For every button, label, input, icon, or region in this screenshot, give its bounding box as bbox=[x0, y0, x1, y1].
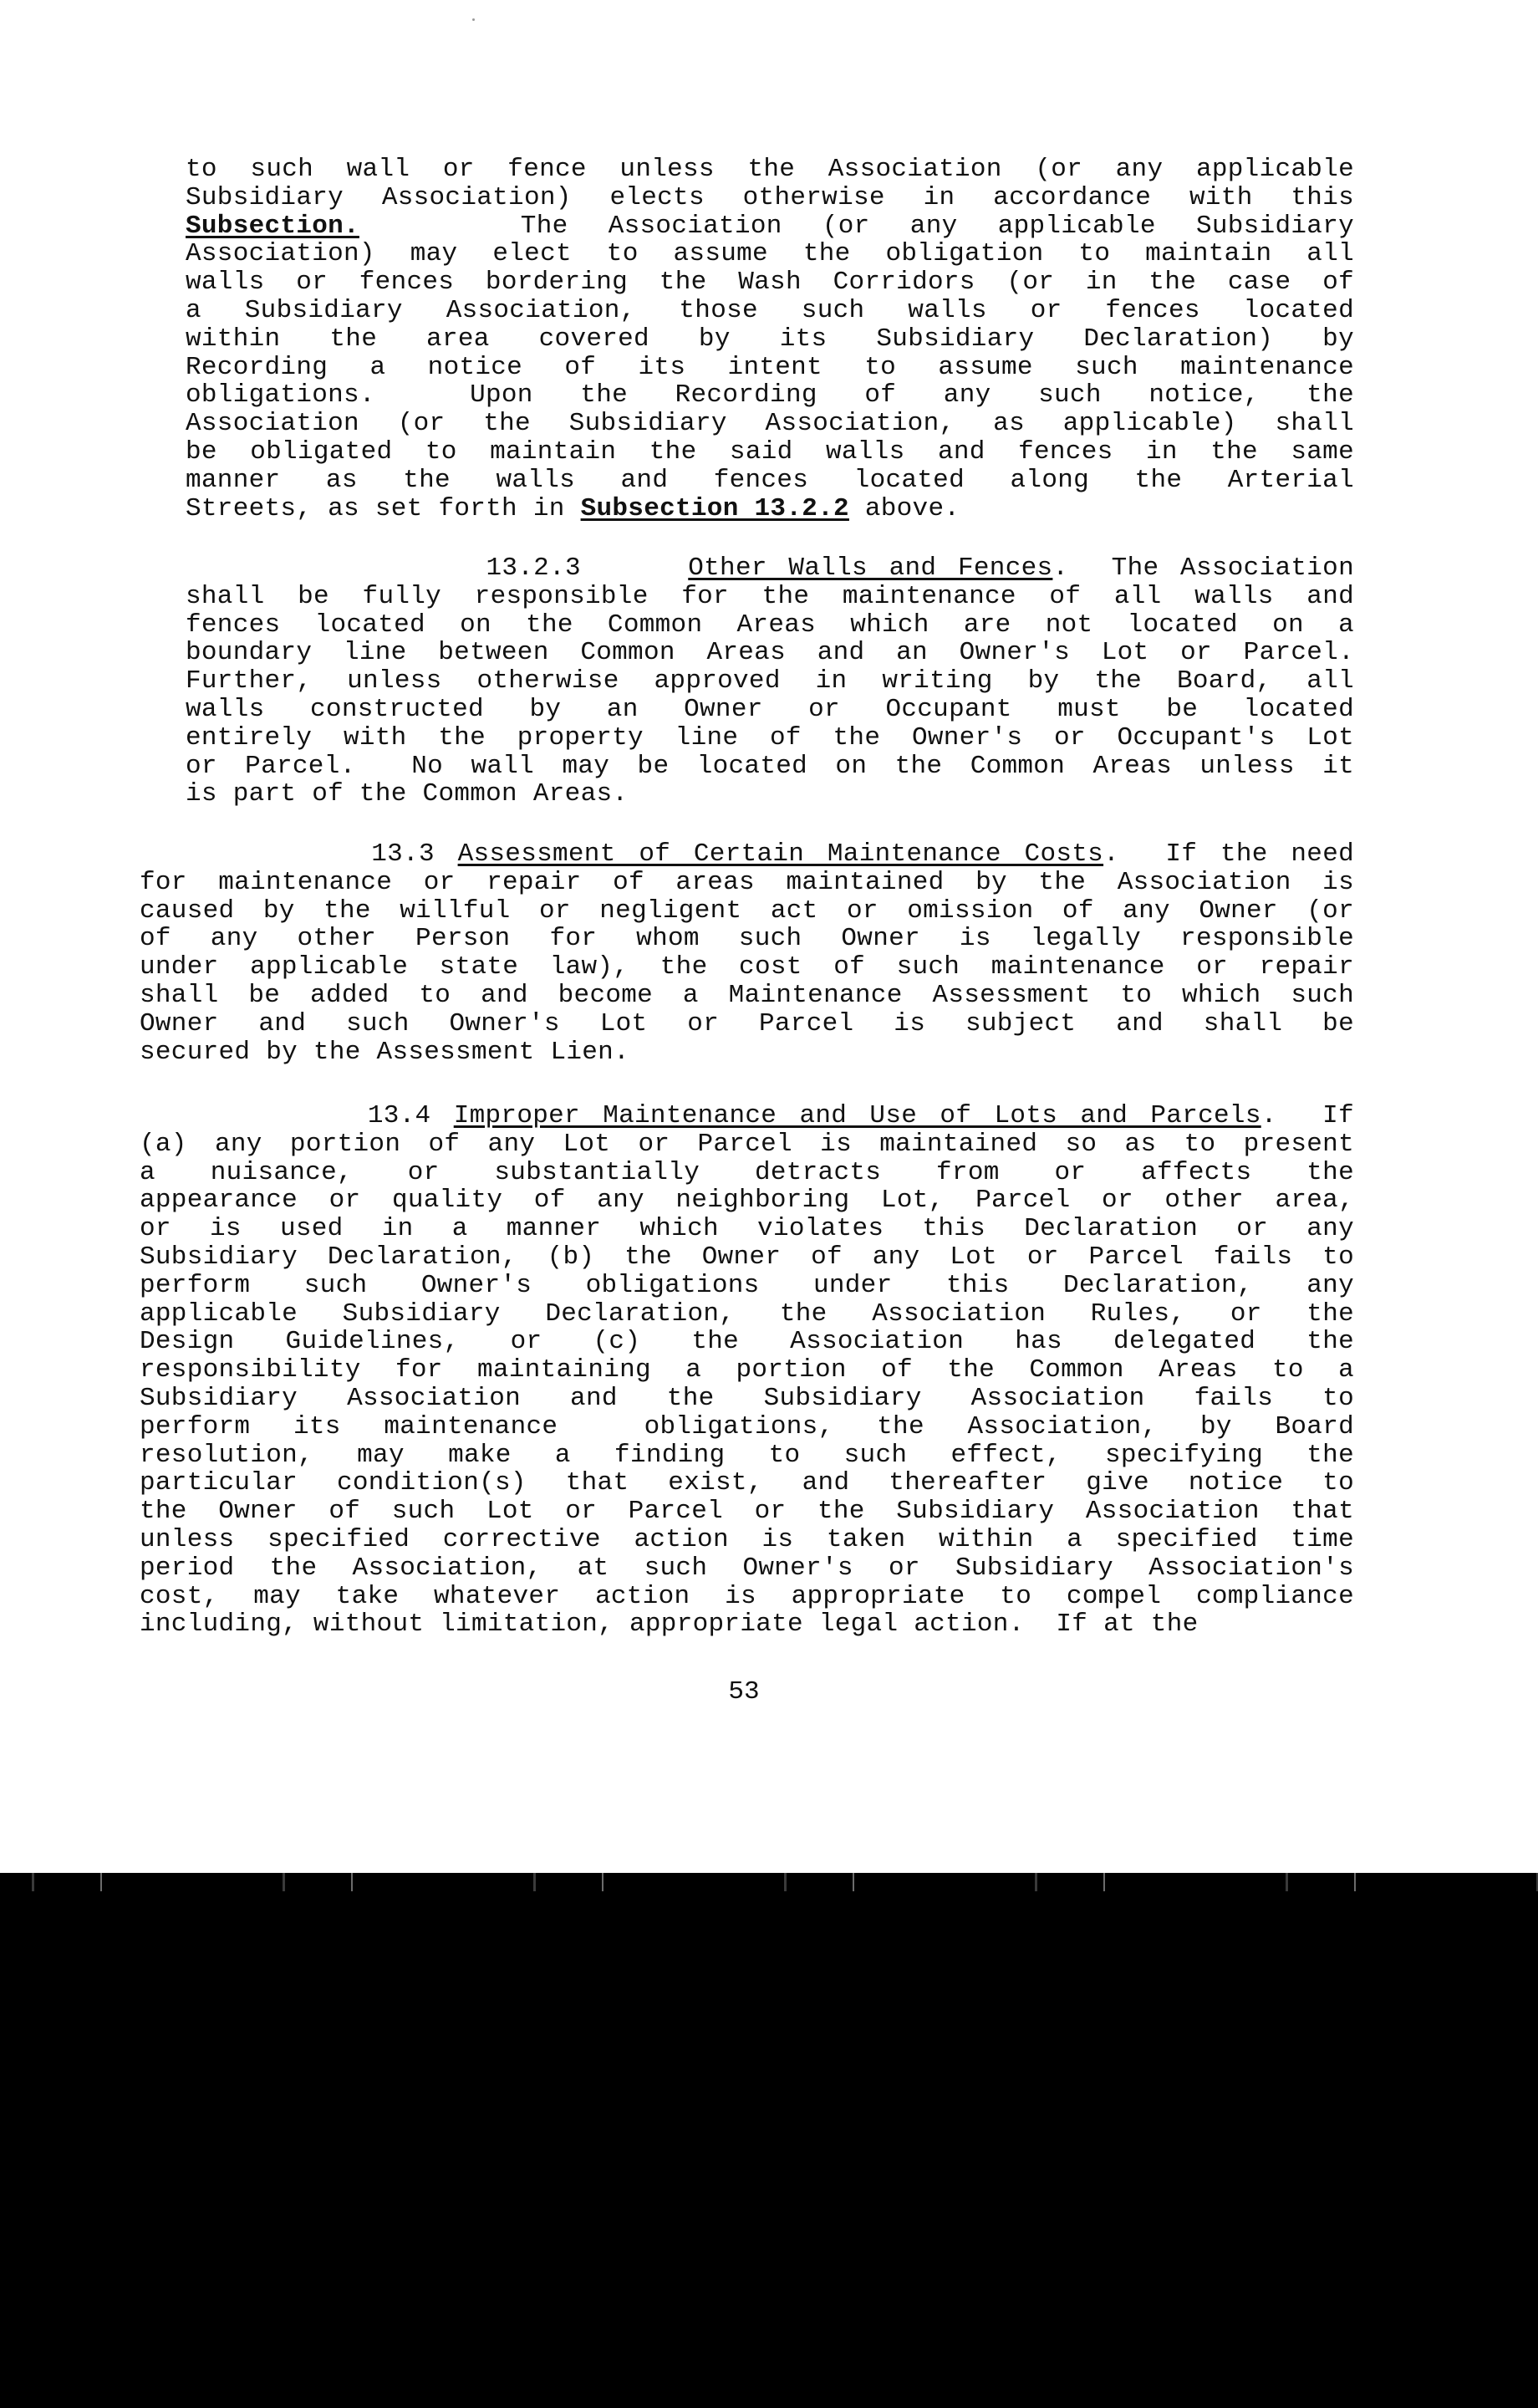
text-line: entirely with the property line of the Owner's or Occupant's Lot bbox=[186, 722, 1354, 752]
page-number: 53 bbox=[728, 1677, 760, 1707]
text-line: is part of the Common Areas. bbox=[186, 779, 629, 809]
text-line: unless specified corrective action is taken within a specified time bbox=[140, 1524, 1354, 1554]
text-line: or is used in a manner which violates this Declaration or any bbox=[140, 1214, 1354, 1244]
section-heading: Improper Maintenance and Use of Lots and Parcels bbox=[453, 1101, 1261, 1130]
text-line: the Owner of such Lot or Parcel or the Subsidiary Association that bbox=[140, 1497, 1354, 1527]
text-line: resolution, may make a finding to such effect, specifying the bbox=[140, 1440, 1354, 1470]
text-line: Design Guidelines, or (c) the Association has delegated the bbox=[140, 1327, 1354, 1357]
section-heading: Assessment of Certain Maintenance Costs bbox=[457, 839, 1104, 869]
text-line: Subsidiary Association and the Subsidiary Association fails to bbox=[140, 1383, 1354, 1413]
text-line: fences located on the Common Areas which are not located on a bbox=[186, 610, 1354, 640]
text-line: Subsection. The Association (or any applicable Subsidiary bbox=[186, 211, 1354, 241]
text-line: for maintenance or repair of areas maintained by the Association is bbox=[140, 867, 1354, 897]
text-line: Owner and such Owner's Lot or Parcel is subject and shall be bbox=[140, 1008, 1354, 1038]
text-line: 13.2.3 Other Walls and Fences. The Association bbox=[186, 554, 1354, 583]
text-line: under applicable state law), the cost of such maintenance or repair bbox=[140, 952, 1354, 982]
text-line: appearance or quality of any neighboring Lot, Parcel or other area, bbox=[140, 1186, 1354, 1216]
text-line: of any other Person for whom such Owner is legally responsible bbox=[140, 924, 1354, 954]
text-line: secured by the Assessment Lien. bbox=[140, 1037, 629, 1067]
text-line: walls constructed by an Owner or Occupant must be located bbox=[186, 694, 1354, 724]
text-line: boundary line between Common Areas and an Owner's Lot or Parcel. bbox=[186, 638, 1354, 668]
text-line: applicable Subsidiary Declaration, the Association Rules, or the bbox=[140, 1298, 1354, 1329]
text-line: obligations. Upon the Recording of any such notice, the bbox=[186, 380, 1354, 411]
text-line: walls or fences bordering the Wash Corridors (or in the case of bbox=[186, 268, 1354, 298]
text-line: shall be fully responsible for the maintenance of all walls and bbox=[186, 581, 1354, 611]
scan-speck bbox=[472, 18, 475, 21]
text-line: perform such Owner's obligations under this Declaration, any bbox=[140, 1270, 1354, 1300]
text-line: manner as the walls and fences located along the Arterial bbox=[186, 465, 1354, 495]
paragraph-13-3 bbox=[140, 840, 1354, 1066]
text-line: responsibility for maintaining a portion of the Common Areas to a bbox=[140, 1355, 1354, 1385]
text-line: a Subsidiary Association, those such walls or fences located bbox=[186, 295, 1354, 325]
text-line: within the area covered by its Subsidiary Declaration) by bbox=[186, 324, 1354, 354]
paragraph-wall-maintenance bbox=[186, 156, 1354, 523]
text-line: or Parcel. No wall may be located on the Common Areas unless it bbox=[186, 751, 1354, 781]
text-line: Recording a notice of its intent to assume such maintenance bbox=[186, 352, 1354, 382]
text-line: 13.4 Improper Maintenance and Use of Lots and Parcels. If bbox=[140, 1101, 1354, 1130]
text-line: cost, may take whatever action is appropriate to compel compliance bbox=[140, 1581, 1354, 1611]
cross-reference: Subsection. bbox=[186, 211, 359, 241]
text-line: Further, unless otherwise approved in writing by the Board, all bbox=[186, 666, 1354, 696]
text-line: a nuisance, or substantially detracts from or affects the bbox=[140, 1157, 1354, 1187]
text-line: shall be added to and become a Maintenance Assessment to which such bbox=[140, 980, 1354, 1010]
text-line: Subsidiary Declaration, (b) the Owner of any Lot or Parcel fails to bbox=[140, 1242, 1354, 1272]
scanner-black-margin bbox=[0, 1881, 1538, 2408]
paragraph-13-4 bbox=[140, 1102, 1354, 1639]
text-line: including, without limitation, appropriate legal action. If at the bbox=[140, 1610, 1199, 1640]
text-line: Subsidiary Association) elects otherwise in accordance with this bbox=[186, 182, 1354, 212]
section-heading: Other Walls and Fences bbox=[688, 554, 1053, 583]
text-line: Association (or the Subsidiary Association, as applicable) shall bbox=[186, 409, 1354, 439]
text-line: Association) may elect to assume the obligation to maintain all bbox=[186, 239, 1354, 269]
text-line: 13.3 Assessment of Certain Maintenance Costs. If the need bbox=[140, 839, 1354, 869]
text-line: Streets, as set forth in Subsection 13.2.2 above. bbox=[186, 493, 960, 523]
text-line: caused by the willful or negligent act or omission of any Owner (or bbox=[140, 895, 1354, 926]
scanner-edge-noise bbox=[0, 1873, 1538, 1891]
text-line: (a) any portion of any Lot or Parcel is maintained so as to present bbox=[140, 1129, 1354, 1159]
text-line: be obligated to maintain the said walls and fences in the same bbox=[186, 436, 1354, 467]
paragraph-13-2-3 bbox=[186, 554, 1354, 809]
text-line: perform its maintenance obligations, the Association, by Board bbox=[140, 1411, 1354, 1441]
cross-reference: Subsection 13.2.2 bbox=[580, 493, 849, 523]
text-line: period the Association, at such Owner's or Subsidiary Association's bbox=[140, 1553, 1354, 1583]
text-line: particular condition(s) that exist, and thereafter give notice to bbox=[140, 1468, 1354, 1498]
text-line: to such wall or fence unless the Association (or any applicable bbox=[186, 155, 1354, 184]
